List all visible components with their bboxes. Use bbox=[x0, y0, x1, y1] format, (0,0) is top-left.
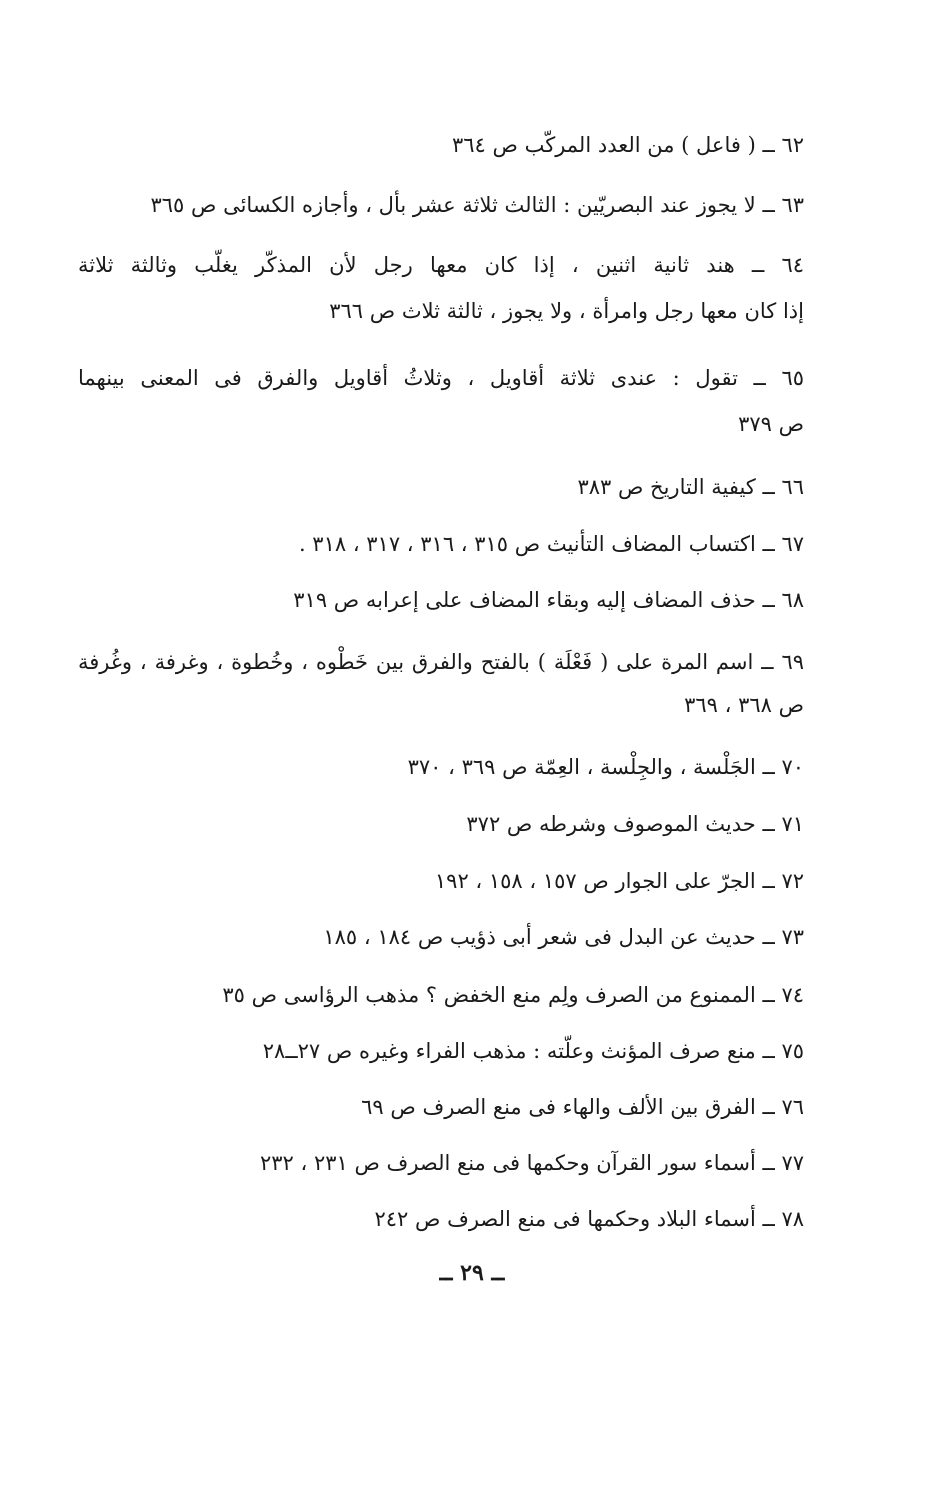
index-entries bbox=[78, 0, 804, 1300]
entry-68: ٦٨ ــ حذف المضاف إليه وبقاء المضاف على إعرابه ص ٣١٩ bbox=[293, 588, 804, 612]
entry-71: ٧١ ــ حديث الموصوف وشرطه ص ٣٧٢ bbox=[466, 812, 804, 836]
entry-72: ٧٢ ــ الجرّ على الجوار ص ١٥٧ ، ١٥٨ ، ١٩٢ bbox=[434, 869, 804, 893]
entry-76: ٧٦ ــ الفرق بين الألف والهاء فى منع الصرف ص ٦٩ bbox=[361, 1095, 804, 1119]
entry-69-line-2: ص ٣٦٨ ، ٣٦٩ bbox=[684, 693, 804, 717]
entry-70: ٧٠ ــ الجَلْسة ، والجِلْسة ، العِمّة ص ٣٦٩ ، ٣٧٠ bbox=[407, 755, 804, 779]
entry-67: ٦٧ ــ اكتساب المضاف التأنيث ص ٣١٥ ، ٣١٦ ، ٣١٧ ، ٣١٨ . bbox=[298, 532, 804, 556]
entry-74: ٧٤ ــ الممنوع من الصرف ولِم منع الخفض ؟ مذهب الرؤاسى ص ٣٥ bbox=[222, 983, 804, 1007]
entry-65-line-1: ٦٥ ــ تقول : عندى ثلاثة أقاويل ، وثلاثُ أقاويل والفرق فى المعنى بينهما bbox=[78, 366, 804, 390]
entry-77: ٧٧ ــ أسماء سور القرآن وحكمها فى منع الصرف ص ٢٣١ ، ٢٣٢ bbox=[259, 1151, 804, 1175]
entry-73: ٧٣ ــ حديث عن البدل فى شعر أبى ذؤيب ص ١٨٤ ، ١٨٥ bbox=[323, 925, 804, 949]
entry-62: ٦٢ ــ ( فاعل ) من العدد المركّب ص ٣٦٤ bbox=[452, 133, 804, 157]
entry-65-line-2: ص ٣٧٩ bbox=[738, 412, 804, 436]
entry-63: ٦٣ ــ لا يجوز عند البصريّين : الثالث ثلاثة عشر بأل ، وأجازه الكسائى ص ٣٦٥ bbox=[150, 193, 804, 217]
page-number: ــ ٢٩ ــ bbox=[439, 1260, 505, 1286]
entry-64-line-2: إذا كان معها رجل وامرأة ، ولا يجوز ، ثالثة ثلاث ص ٣٦٦ bbox=[329, 299, 804, 323]
entry-75: ٧٥ ــ منع صرف المؤنث وعلّته : مذهب الفراء وغيره ص ٢٧ــ٢٨ bbox=[262, 1039, 804, 1063]
entry-66: ٦٦ ــ كيفية التاريخ ص ٣٨٣ bbox=[577, 475, 804, 499]
entry-69-line-1: ٦٩ ــ اسم المرة على ( فَعْلَة ) بالفتح والفرق بين خَطْوه ، وخُطوة ، وغرفة ، وغُرفة bbox=[78, 650, 804, 674]
entry-64-line-1: ٦٤ ــ هند ثانية اثنين ، إذا كان معها رجل لأن المذكّر يغلّب وثالثة ثلاثة bbox=[78, 253, 804, 277]
entry-78: ٧٨ ــ أسماء البلاد وحكمها فى منع الصرف ص ٢٤٢ bbox=[374, 1207, 804, 1231]
